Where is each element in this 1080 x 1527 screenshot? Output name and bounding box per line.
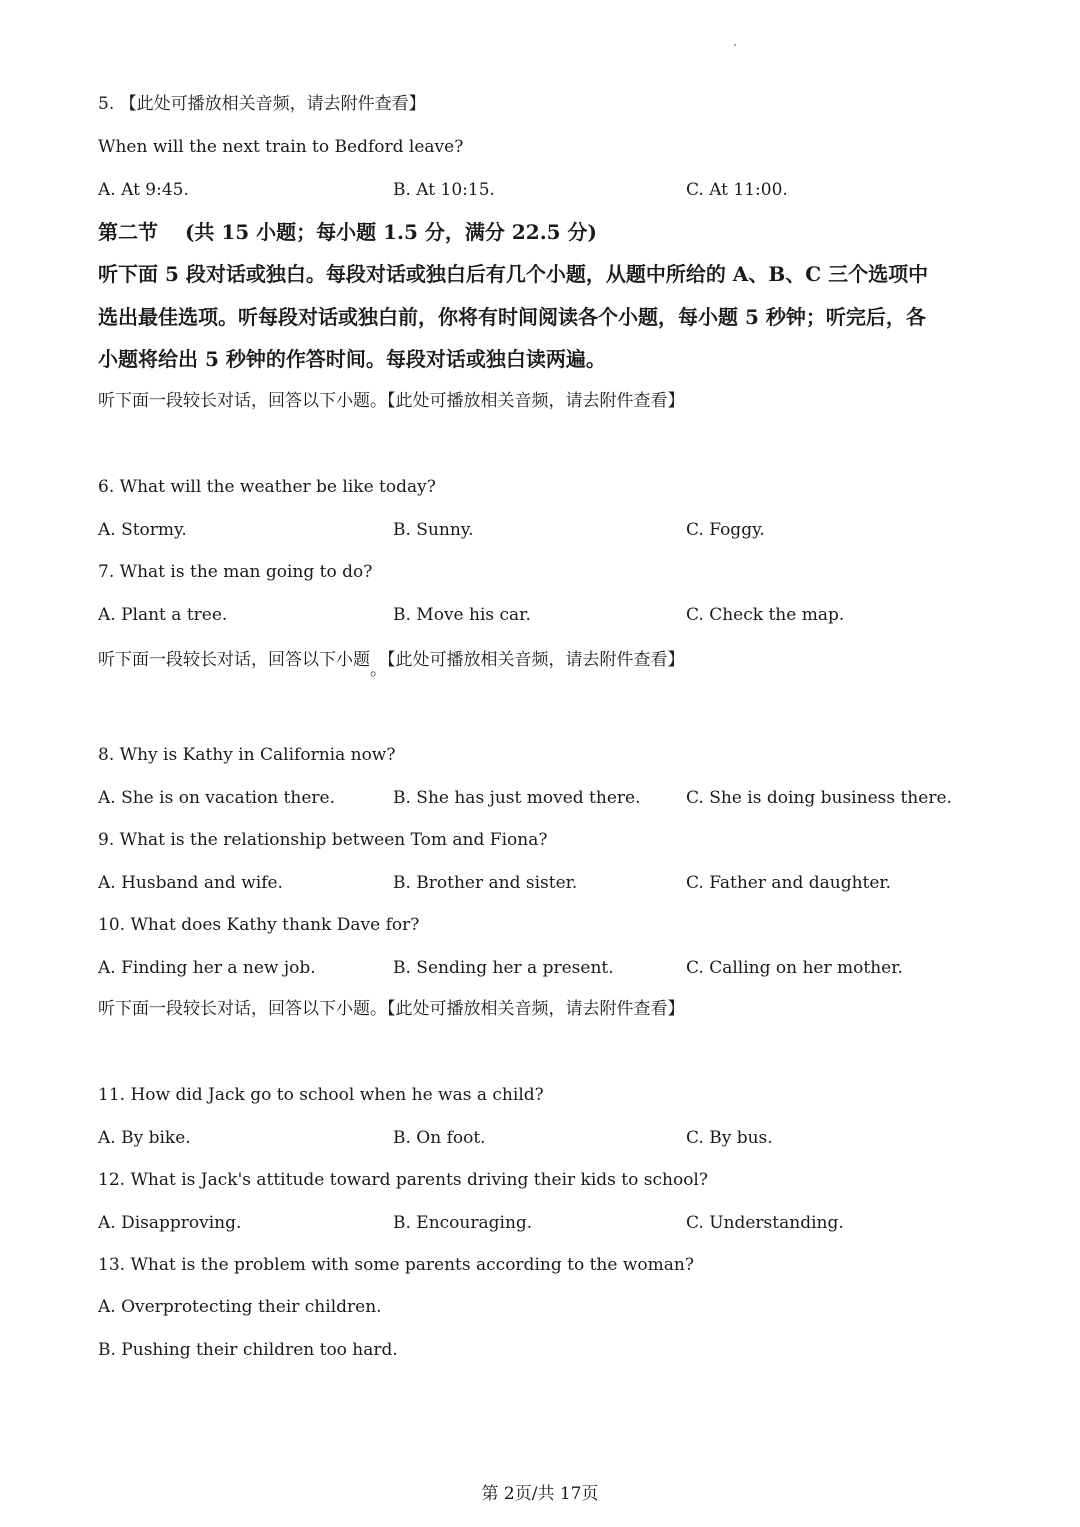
section-2-instruction-line-3: 小题将给出 5 秒钟的作答时间。每段对话或独白读两遍。 xyxy=(98,347,606,371)
section-2-instruction-line-1: 听下面 5 段对话或独白。每段对话或独白后有几个小题，从题中所给的 A、B、C 三个选项中 xyxy=(98,262,929,286)
question-6-option-c: C. Foggy. xyxy=(686,520,765,540)
group-1-intro: 听下面一段较长对话，回答以下小题。【此处可播放相关音频，请去附件查看】 xyxy=(98,391,685,411)
question-7-text: 7. What is the man going to do? xyxy=(98,562,373,582)
question-5-option-c: C. At 11:00. xyxy=(686,180,788,200)
group-3-intro: 听下面一段较长对话，回答以下小题。【此处可播放相关音频，请去附件查看】 xyxy=(98,999,685,1019)
question-13-option-b: B. Pushing their children too hard. xyxy=(98,1340,398,1360)
question-6-option-a: A. Stormy. xyxy=(98,520,187,540)
question-5-number-line: 5. 【此处可播放相关音频，请去附件查看】 xyxy=(98,94,426,114)
group-2-intro-period: 。 xyxy=(370,660,387,680)
question-11-option-a: A. By bike. xyxy=(98,1128,191,1148)
question-7-option-b: B. Move his car. xyxy=(393,605,531,625)
question-10-text: 10. What does Kathy thank Dave for? xyxy=(98,915,420,935)
question-11-text: 11. How did Jack go to school when he was a child? xyxy=(98,1085,544,1105)
group-2-intro xyxy=(98,648,685,680)
stray-dot xyxy=(734,44,736,46)
question-6-option-b: B. Sunny. xyxy=(393,520,474,540)
question-8-text: 8. Why is Kathy in California now? xyxy=(98,745,396,765)
question-7-option-a: A. Plant a tree. xyxy=(98,605,228,625)
group-2-intro-text: 听下面一段较长对话，回答以下小题 xyxy=(98,650,370,670)
question-9-text: 9. What is the relationship between Tom and Fiona? xyxy=(98,830,548,850)
question-13-text: 13. What is the problem with some parents according to the woman? xyxy=(98,1255,694,1275)
question-11-option-b: B. On foot. xyxy=(393,1128,486,1148)
question-9-option-a: A. Husband and wife. xyxy=(98,873,283,893)
question-6-text: 6. What will the weather be like today? xyxy=(98,477,436,497)
question-8-option-c: C. She is doing business there. xyxy=(686,788,952,808)
question-5-text: When will the next train to Bedford leave? xyxy=(98,137,464,157)
question-11-option-c: C. By bus. xyxy=(686,1128,773,1148)
section-2-instruction-line-2: 选出最佳选项。听每段对话或独白前，你将有时间阅读各个小题，每小题 5 秒钟；听完后，各 xyxy=(98,305,926,329)
section-2-heading: 第二节 (共 15 小题；每小题 1.5 分，满分 22.5 分) xyxy=(98,220,598,244)
question-10-option-b: B. Sending her a present. xyxy=(393,958,614,978)
question-10-option-a: A. Finding her a new job. xyxy=(98,958,316,978)
question-8-option-b: B. She has just moved there. xyxy=(393,788,641,808)
question-7-option-c: C. Check the map. xyxy=(686,605,845,625)
question-13-option-a: A. Overprotecting their children. xyxy=(98,1297,382,1317)
question-12-option-b: B. Encouraging. xyxy=(393,1213,533,1233)
question-8-option-a: A. She is on vacation there. xyxy=(98,788,335,808)
question-9-option-c: C. Father and daughter. xyxy=(686,873,892,893)
page-footer: 第 2页/共 17页 xyxy=(481,1484,599,1504)
question-5-option-a: A. At 9:45. xyxy=(98,180,189,200)
question-12-text: 12. What is Jack's attitude toward parents driving their kids to school? xyxy=(98,1170,708,1190)
question-5-option-b: B. At 10:15. xyxy=(393,180,495,200)
question-12-option-c: C. Understanding. xyxy=(686,1213,844,1233)
group-2-intro-audio-note: 【此处可播放相关音频，请去附件查看】 xyxy=(387,650,685,670)
question-12-option-a: A. Disapproving. xyxy=(98,1213,242,1233)
question-9-option-b: B. Brother and sister. xyxy=(393,873,578,893)
question-10-option-c: C. Calling on her mother. xyxy=(686,958,903,978)
